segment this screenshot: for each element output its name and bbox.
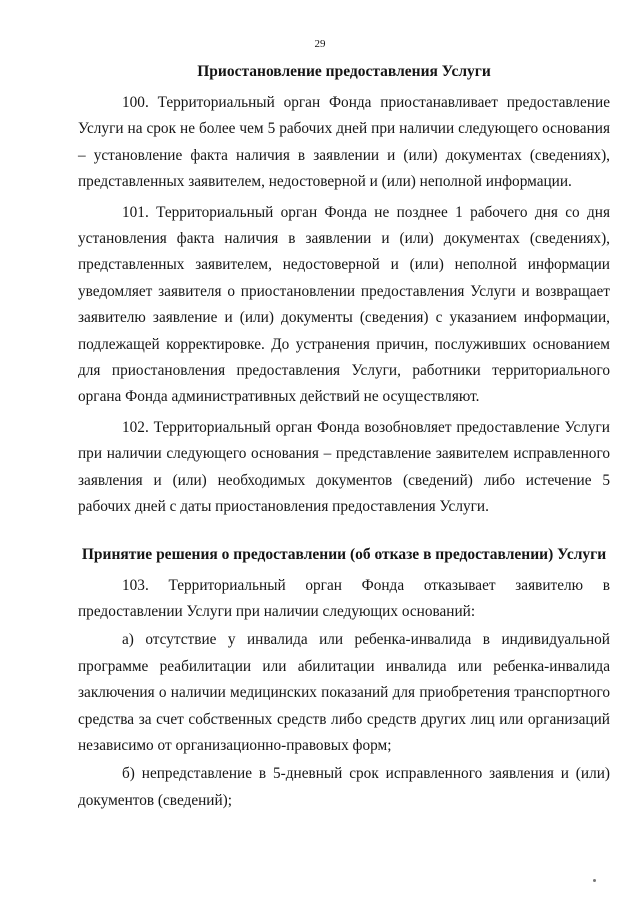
paragraph-103: 103. Территориальный орган Фонда отказывает заявителю в предоставлении Услуги при наличии следующих оснований:: [78, 576, 610, 620]
list-item-a: а) отсутствие у инвалида или ребенка-инвалида в индивидуальной программе реабилитации или абилитации инвалида или ребенка-инвалида заключения о наличии медицинских показаний для приобретения транспортного средства за счет собственных средств либо средств других лиц или организаций независимо от организационно-правовых форм;: [78, 631, 610, 754]
list-item-b: б) непредставление в 5-дневный срок исправленного заявления и (или) документов (сведений);: [78, 765, 610, 809]
paragraph-102: 102. Территориальный орган Фонда возобновляет предоставление Услуги при наличии следующего основания – представление заявителем исправленного заявления и (или) необходимых документов (сведений) либо истечение 5 рабочих дней с даты приостановления предоставления Услуги.: [78, 418, 610, 516]
paragraph-100: 100. Территориальный орган Фонда приостанавливает предоставление Услуги на срок не более чем 5 рабочих дней при наличии следующего основания – установление факта наличия в заявлении и (или) документах (сведениях), представленных заявителем, недостоверной и (или) неполной информации.: [78, 94, 610, 191]
section-heading-suspension: Приостановление предоставления Услуги: [197, 63, 491, 80]
paragraph-101: 101. Территориальный орган Фонда не позднее 1 рабочего дня со дня установления факта наличия в заявлении и (или) документах (сведениях), представленных заявителем, недостоверной и (или) неполной информации уведомляет заявителя о приостановлении предоставления Услуги и возвращает заявителю заявление и (или) документы (сведения) с указанием информации, подлежащей корректировке. До устранения причин, послуживших основанием для приостановления предоставления Услуги, работники территориального органа Фонда административных действий не осуществляют.: [78, 203, 610, 406]
scan-speck: [593, 879, 596, 882]
document-body: [78, 60, 610, 814]
page-number: 29: [314, 38, 326, 50]
section-heading-decision: Принятие решения о предоставлении (об отказе в предоставлении) Услуги: [81, 545, 607, 563]
